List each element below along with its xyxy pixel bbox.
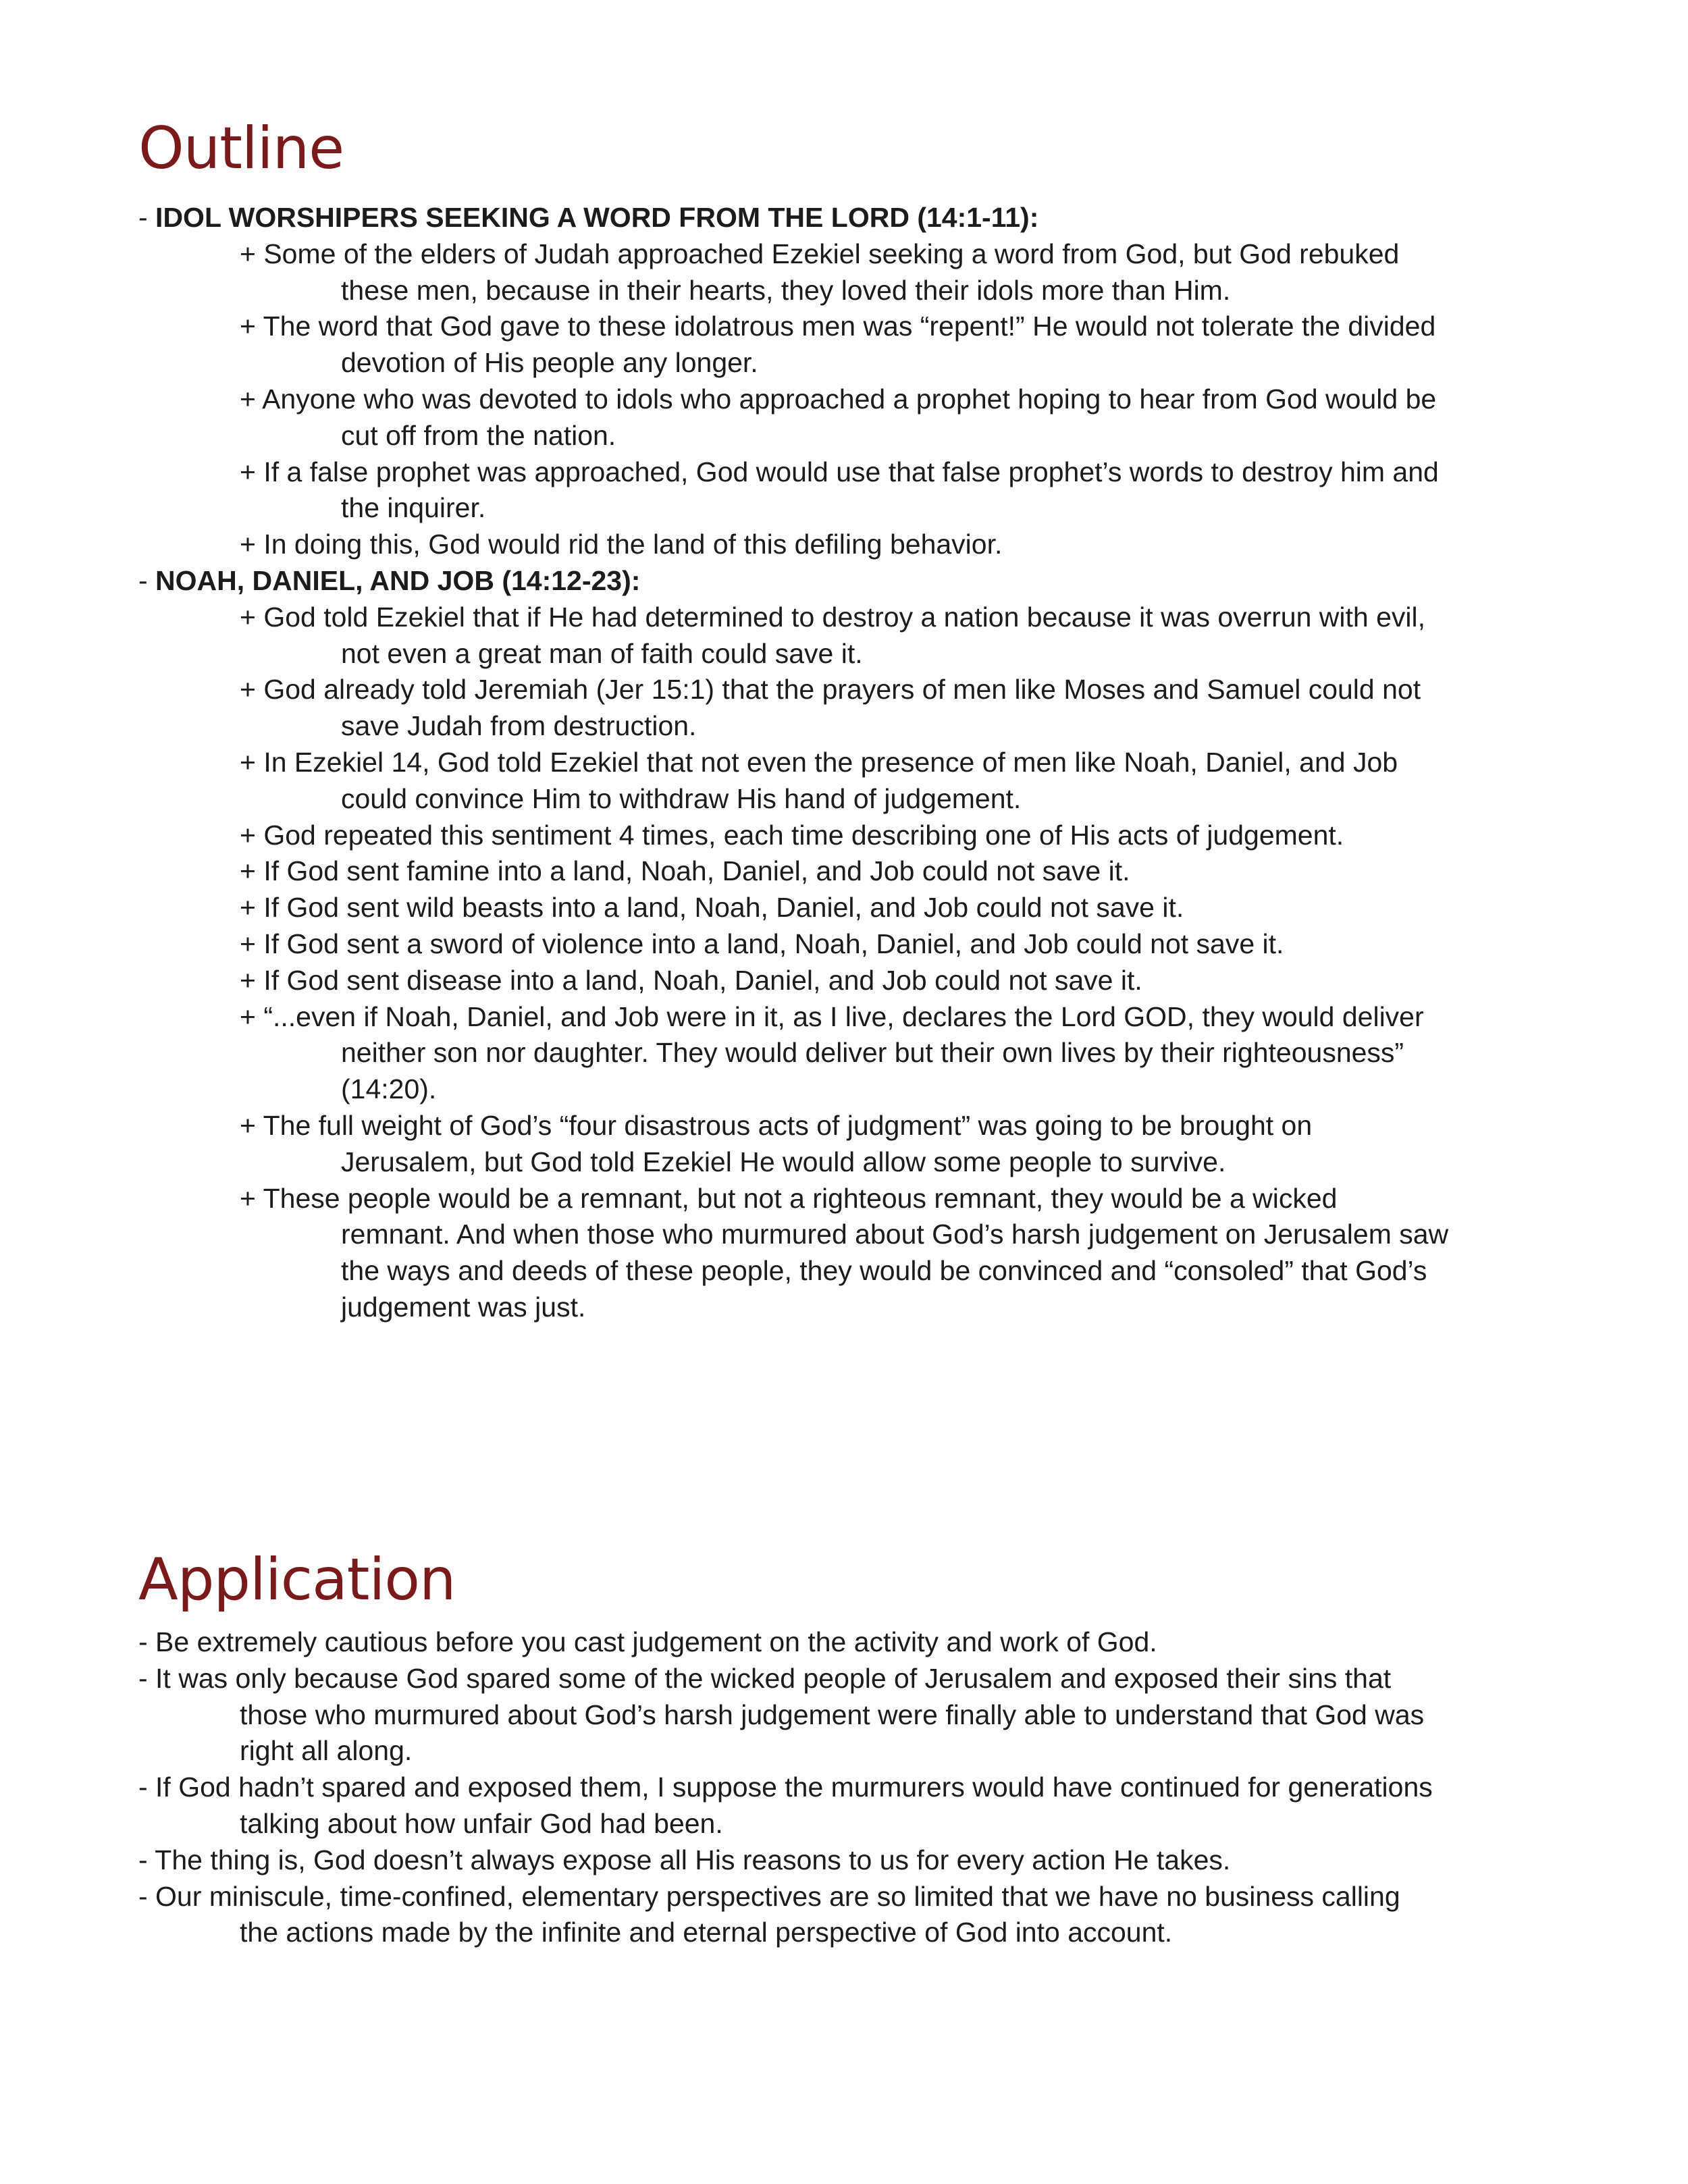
outline-point-continuation: these men, because in their hearts, they loved their idols more than Him.	[341, 274, 1231, 306]
outline-point: + In doing this, God would rid the land of this defiling behavior.	[240, 529, 1003, 560]
outline-point-continuation: devotion of His people any longer.	[341, 347, 758, 379]
outline-point-continuation: save Judah from destruction.	[341, 710, 697, 742]
outline-point-continuation: the inquirer.	[341, 492, 486, 524]
outline-point: + If God sent disease into a land, Noah, Daniel, and Job could not save it.	[240, 964, 1142, 996]
dash-bullet: -	[138, 202, 156, 233]
application-heading: Application	[138, 1546, 456, 1614]
outline-point: + God repeated this sentiment 4 times, each time describing one of His acts of judgement.	[240, 819, 1344, 851]
dash-bullet: -	[138, 564, 156, 596]
outline-point: + In Ezekiel 14, God told Ezekiel that not even the presence of men like Noah, Daniel, and Job	[240, 746, 1398, 778]
outline-point: + If God sent famine into a land, Noah, Daniel, and Job could not save it.	[240, 855, 1130, 887]
outline-point: + The word that God gave to these idolatrous men was “repent!” He would not tolerate the divided	[240, 311, 1436, 342]
application-point-continuation: those who murmured about God’s harsh judgement were finally able to understand that God was	[240, 1699, 1425, 1730]
outline-point-continuation: could convince Him to withdraw His hand of judgement.	[341, 782, 1022, 814]
outline-point-continuation: remnant. And when those who murmured about God’s harsh judgement on Jerusalem saw	[341, 1219, 1449, 1250]
outline-point-continuation: (14:20).	[341, 1073, 437, 1105]
application-point: - The thing is, God doesn’t always expose all His reasons to us for every action He takes.	[138, 1844, 1231, 1875]
application-point-continuation: right all along.	[240, 1735, 413, 1767]
application-point: - It was only because God spared some of the wicked people of Jerusalem and exposed their sins that	[138, 1662, 1392, 1694]
section-label: IDOL WORSHIPERS SEEKING A WORD FROM THE LORD (14:1-11):	[155, 202, 1039, 233]
application-point: - Be extremely cautious before you cast judgement on the activity and work of God.	[138, 1626, 1157, 1657]
application-point-continuation: the actions made by the infinite and eternal perspective of God into account.	[240, 1917, 1173, 1948]
section-label: NOAH, DANIEL, AND JOB (14:12-23):	[155, 564, 641, 596]
outline-point-continuation: neither son nor daughter. They would deliver but their own lives by their righteousness”	[341, 1037, 1404, 1069]
outline-point-continuation: judgement was just.	[341, 1291, 586, 1323]
outline-point: + Some of the elders of Judah approached Ezekiel seeking a word from God, but God rebuked	[240, 238, 1400, 269]
outline-section-heading	[138, 200, 1590, 236]
outline-point: + “...even if Noah, Daniel, and Job were in it, as I live, declares the Lord GOD, they would deliver	[240, 1001, 1424, 1032]
outline-point: + These people would be a remnant, but not a righteous remnant, they would be a wicked	[240, 1182, 1338, 1214]
outline-point: + Anyone who was devoted to idols who approached a prophet hoping to hear from God would be	[240, 383, 1437, 415]
application-point-continuation: talking about how unfair God had been.	[240, 1807, 723, 1839]
outline-point-continuation: not even a great man of faith could save it.	[341, 637, 863, 669]
outline-point: + The full weight of God’s “four disastrous acts of judgment” was going to be brought on	[240, 1109, 1313, 1141]
application-list	[138, 1624, 1590, 1951]
outline-point: + God already told Jeremiah (Jer 15:1) that the prayers of men like Moses and Samuel could not	[240, 674, 1421, 705]
outline-point: + If God sent wild beasts into a land, Noah, Daniel, and Job could not save it.	[240, 892, 1184, 924]
application-point: - Our miniscule, time-confined, elementary perspectives are so limited that we have no business calling	[138, 1880, 1400, 1912]
outline-point-continuation: cut off from the nation.	[341, 419, 616, 451]
outline-heading: Outline	[138, 115, 344, 182]
outline-point-continuation: the ways and deeds of these people, they would be convinced and “consoled” that God’s	[341, 1255, 1427, 1287]
outline-point-continuation: Jerusalem, but God told Ezekiel He would allow some people to survive.	[341, 1146, 1226, 1177]
outline-section-heading	[138, 563, 1590, 600]
outline-point: + If a false prophet was approached, God would use that false prophet’s words to destroy him and	[240, 456, 1439, 487]
outline-point: + God told Ezekiel that if He had determined to destroy a nation because it was overrun with evil,	[240, 601, 1425, 633]
application-point: - If God hadn’t spared and exposed them, I suppose the murmurers would have continued for generations	[138, 1772, 1433, 1803]
outline-point: + If God sent a sword of violence into a land, Noah, Daniel, and Job could not save it.	[240, 928, 1284, 959]
outline-list	[138, 200, 1590, 1326]
